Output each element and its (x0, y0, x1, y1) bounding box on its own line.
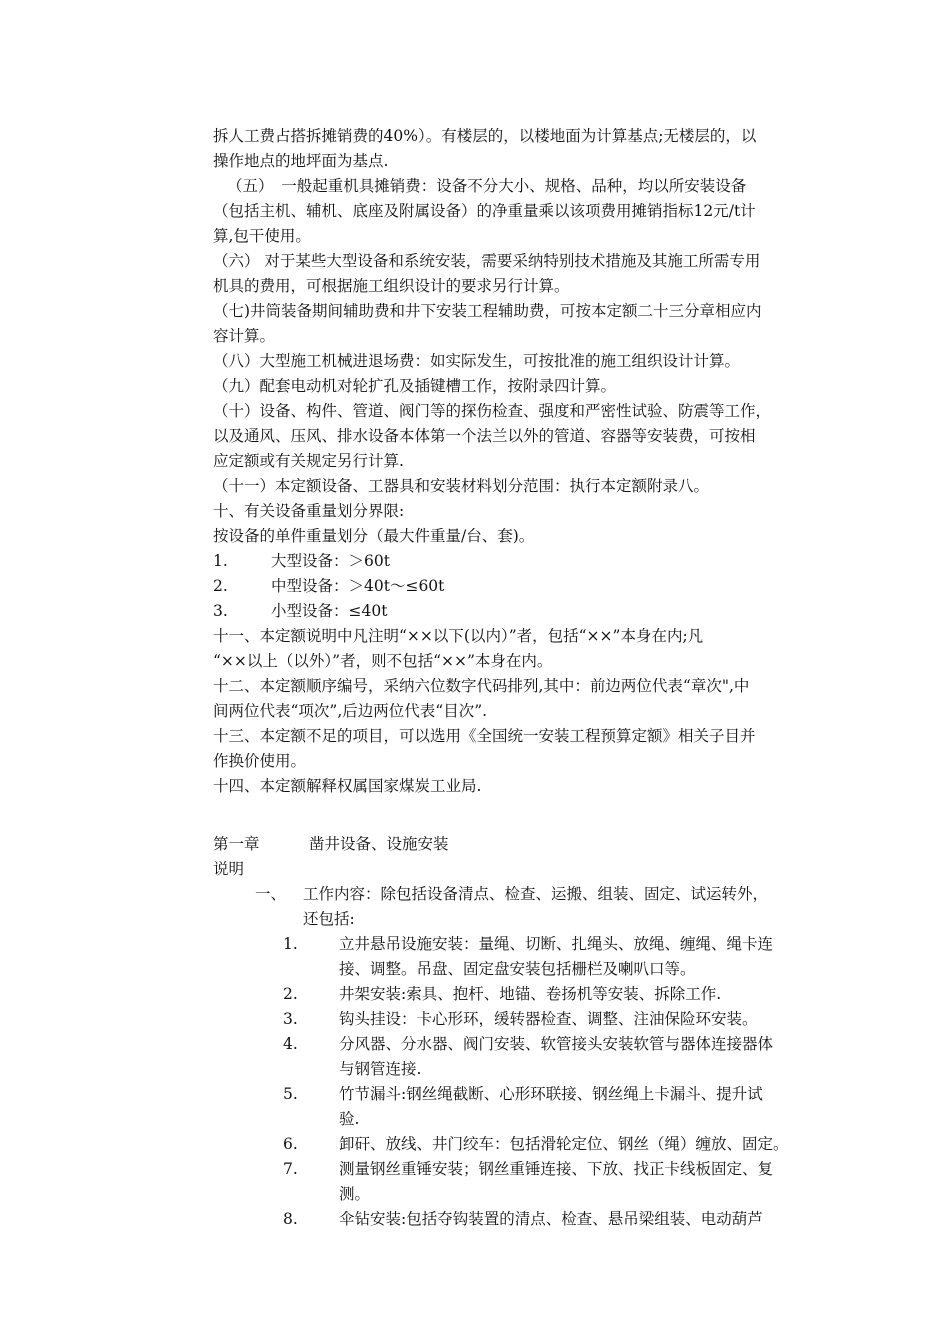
text-line: 作换价使用。 (213, 752, 307, 770)
text-line: 机具的费用，可根据施工组织设计的要求另行计算。 (213, 277, 570, 295)
text-line: “××以上（以外）”者，则不包括“××”本身在内。 (213, 652, 553, 670)
text-line: 算,包干使用。 (213, 227, 311, 245)
work-item-number: 8. (283, 1210, 298, 1228)
work-item (213, 932, 818, 957)
weight-item-number: 3. (213, 602, 228, 620)
text-line: 十二、本定额顺序编号，采纳六位数字代码排列,其中：前边两位代表“章次",中 (213, 677, 750, 695)
text-line: 十三、本定额不足的项目，可以选用《全国统一安装工程预算定额》相关子目并 (213, 727, 756, 745)
text-line: （五） 一般起重机具摊销费：设备不分大小、规格、品种，均以所安装设备 (227, 177, 747, 195)
work-item-text: 测量钢丝重锤安装；钢丝重锤连接、下放、找正卡线板固定、复 (339, 1160, 774, 1178)
work-item (213, 1157, 818, 1182)
text-line: 间两位代表“项次”,后边两位代表“目次”. (213, 702, 488, 720)
weight-item (213, 599, 818, 624)
work-item-number: 4. (283, 1035, 298, 1053)
text-line: （九）配套电动机对轮扩孔及插键槽工作，按附录四计算。 (213, 377, 617, 395)
work-item-number: 2. (283, 985, 298, 1003)
weight-item-text: 中型设备：＞40t～≤60t (271, 577, 445, 595)
weight-item-number: 1. (213, 552, 228, 570)
weight-item-text: 小型设备：≤40t (271, 602, 388, 620)
work-item (213, 1007, 818, 1032)
work-item-number: 3. (283, 1010, 298, 1028)
section-number: 一、 (255, 885, 287, 903)
chapter-title: 凿井设备、设施安装 (309, 835, 449, 853)
work-item (213, 1207, 818, 1232)
work-item-text-cont: 与钢管连接. (339, 1060, 422, 1078)
work-item-text: 竹节漏斗:钢丝绳截断、心形环联接、钢丝绳上卡漏斗、提升试 (339, 1085, 763, 1103)
work-item-number: 7. (283, 1160, 298, 1178)
section-heading (213, 882, 818, 907)
section-text-cont: 还包括: (303, 910, 355, 928)
work-item (213, 1132, 818, 1157)
work-item-text-cont: 验. (339, 1110, 360, 1128)
text-line: （包括主机、辅机、底座及附属设备）的净重量乘以该项费用摊销指标12元/t计 (213, 202, 756, 220)
work-item-text: 钩头挂设：卡心形环，缓转器检查、调整、注油保险环安装。 (339, 1010, 758, 1028)
text-line: （八）大型施工机械进退场费：如实际发生，可按批准的施工组织设计计算。 (213, 352, 741, 370)
chapter-subtitle: 说明 (213, 860, 245, 878)
text-line: 操作地点的地坪面为基点. (213, 152, 389, 170)
work-item-text: 伞钻安装:包括夺钩装置的清点、检查、悬吊梁组装、电动葫芦 (339, 1210, 763, 1228)
work-item-text: 立井悬吊设施安装：量绳、切断、扎绳头、放绳、缠绳、绳卡连 (339, 935, 774, 953)
chapter-heading (213, 832, 818, 857)
text-line: （十一）本定额设备、工器具和安装材料划分范围：执行本定额附录八。 (213, 477, 710, 495)
work-item-text: 卸矸、放线、井门绞车：包括滑轮定位、钢丝（绳）缠放、固定。 (339, 1135, 789, 1153)
text-line: 拆人工费占搭拆摊销费的40%）。有楼层的，以楼地面为计算基点;无楼层的，以 (213, 127, 757, 145)
weight-item (213, 549, 818, 574)
work-item-number: 5. (283, 1085, 298, 1103)
text-line: 应定额或有关规定另行计算. (213, 452, 404, 470)
work-item-text: 井架安装:索具、抱杆、地锚、卷扬机等安装、拆除工作. (339, 985, 722, 1003)
text-line: 按设备的单件重量划分（最大件重量/台、套)。 (213, 527, 535, 545)
work-item-text: 分风器、分水器、阀门安装、软管接头安装软管与器体连接器体 (339, 1035, 774, 1053)
work-item-number: 1. (283, 935, 298, 953)
section-text: 工作内容：除包括设备清点、检查、运搬、组装、固定、试运转外， (303, 885, 769, 903)
text-line: （十）设备、构件、管道、阀门等的探伤检查、强度和严密性试验、防震等工作， (213, 402, 772, 420)
text-line: 十一、本定额说明中凡注明“××以下(以内）”者，包括“××”本身在内;凡 (213, 627, 704, 645)
text-line: （七)井筒装备期间辅助费和井下安装工程辅助费，可按本定额二十三分章相应内 (213, 302, 762, 320)
work-item-number: 6. (283, 1135, 298, 1153)
text-line: 十四、本定额解释权属国家煤炭工业局. (213, 777, 482, 795)
paragraph-gap (213, 799, 818, 832)
work-item-text-cont: 测。 (339, 1185, 371, 1203)
text-line: （六） 对于某些大型设备和系统安装，需要采纳特别技术措施及其施工所需专用 (213, 252, 761, 270)
work-item (213, 1082, 818, 1107)
text-line: 十、有关设备重量划分界限: (213, 502, 405, 520)
text-line: 容计算。 (213, 327, 276, 345)
chapter-number: 第一章 (213, 835, 260, 853)
work-item-text-cont: 接、调整。吊盘、固定盘安装包括栅栏及喇叭口等。 (339, 960, 696, 978)
text-line: 以及通风、压风、排水设备本体第一个法兰以外的管道、容器等安装费，可按相 (213, 427, 756, 445)
weight-item-text: 大型设备：＞60t (271, 552, 390, 570)
weight-item (213, 574, 818, 599)
work-item (213, 982, 818, 1007)
document-page (213, 124, 818, 1232)
work-item (213, 1032, 818, 1057)
weight-item-number: 2. (213, 577, 228, 595)
